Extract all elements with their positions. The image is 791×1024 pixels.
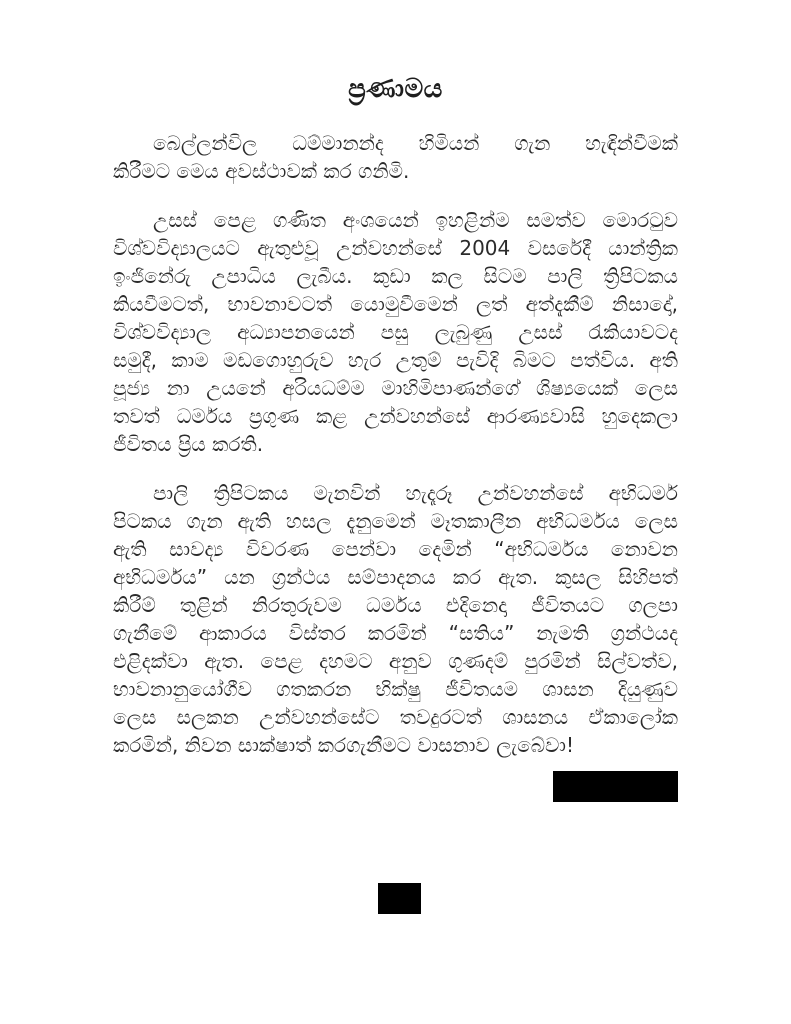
redaction-box-small: [378, 883, 421, 914]
text-line: ලෙස සලකන උන්වහන්සේට තවදුරටත් ශාසනය ඒකාලෝක: [113, 705, 678, 729]
text-line: විශ්වවිද්‍යාල අධ්‍යාපනයෙන් පසු ලැබුණු උසස් රැකියාවටද: [113, 320, 678, 344]
text-line: පූජ්‍ය නා උයනේ අරියධම්ම මාහිමිපාණන්ගේ ශිෂ්‍යයෙක් ලෙස: [113, 376, 678, 400]
text-line: බෙල්ලන්විල ධම්මානන්ද හිමියන් ගැන හැඳින්වීමක්: [153, 131, 678, 155]
text-line: කිරීම් තුළින් නිරතුරුවම ධර්මය එදිනෙදා ජීවිතයට ගලපා: [113, 593, 678, 617]
redaction-box-large: [553, 771, 678, 802]
text-line: කරමින්, නිවන සාක්ෂාත් කරගැනීමට වාසනාව ලැබේවා!: [113, 733, 574, 757]
text-line: උසස් පෙළ ගණිත අංශයෙන් ඉහළින්ම සමත්ව මොරටුව: [153, 208, 678, 232]
text-line: ජීවිතය ප්‍රිය කරති.: [113, 432, 264, 456]
text-line: ගැනීමේ ආකාරය විස්තර කරමින් “සතිය” නැමති ග්‍රන්ථයද: [113, 621, 678, 645]
text-line: භාවනානුයෝගීව ගතකරන භික්ෂු ජීවිතයම ශාසන දියුණුව: [113, 677, 678, 701]
paragraph-biography: [113, 206, 678, 458]
text-line: සමුදී, කාම මඩගොහුරුව හැර උතුම් පැවිදි බිමට පත්විය. අති: [113, 348, 678, 372]
paragraph-intro: [113, 129, 678, 185]
text-line: පිටකය ගැන ඇති හසල දැනුමෙන් මෑතකාලීන අභිධර්මය ලෙස: [113, 509, 678, 533]
text-line: කියවීමටත්, භාවනාවටත් යොමුවීමෙන් ලත් අත්දැකීම් නිසාදෝ,: [113, 292, 678, 316]
text-line: තවත් ධර්මය ප්‍රගුණ කළ උන්වහන්සේ ආරණ්‍යවාසි හුදෙකලා: [113, 404, 678, 428]
paragraph-works-and-blessing: [113, 479, 678, 759]
text-line: කිරීමට මෙය අවස්ථාවක් කර ගනිමි.: [113, 159, 410, 183]
page-title: ප්‍රණාමය: [348, 74, 443, 104]
text-line: පාලි ත්‍රිපිටකය මැනවින් හැදෑරූ උන්වහන්සේ අභිධර්ම: [153, 481, 678, 505]
text-line: ඇති සාවද්‍ය විවරණ පෙන්වා දෙමින් “අභිධර්මය නොවන: [113, 537, 678, 561]
text-line: එළිදක්වා ඇත. පෙළ දහමට අනුව ගුණදම් පුරමින් සිල්වත්ව,: [113, 649, 678, 673]
text-line: අභිධර්මය” යන ග්‍රන්ථය සම්පාදනය කර ඇත. කුසල සිහිපත්: [113, 565, 678, 589]
text-line: විශ්වවිද්‍යාලයට ඇතුළුවූ උන්වහන්සේ 2004 වසරේදී යාන්ත්‍රික: [113, 236, 678, 260]
text-line: ඉංජිනේරු උපාධිය ලැබීය. කුඩා කල සිටම පාලි ත්‍රිපිටකය: [113, 264, 678, 288]
document-body: [113, 129, 678, 780]
